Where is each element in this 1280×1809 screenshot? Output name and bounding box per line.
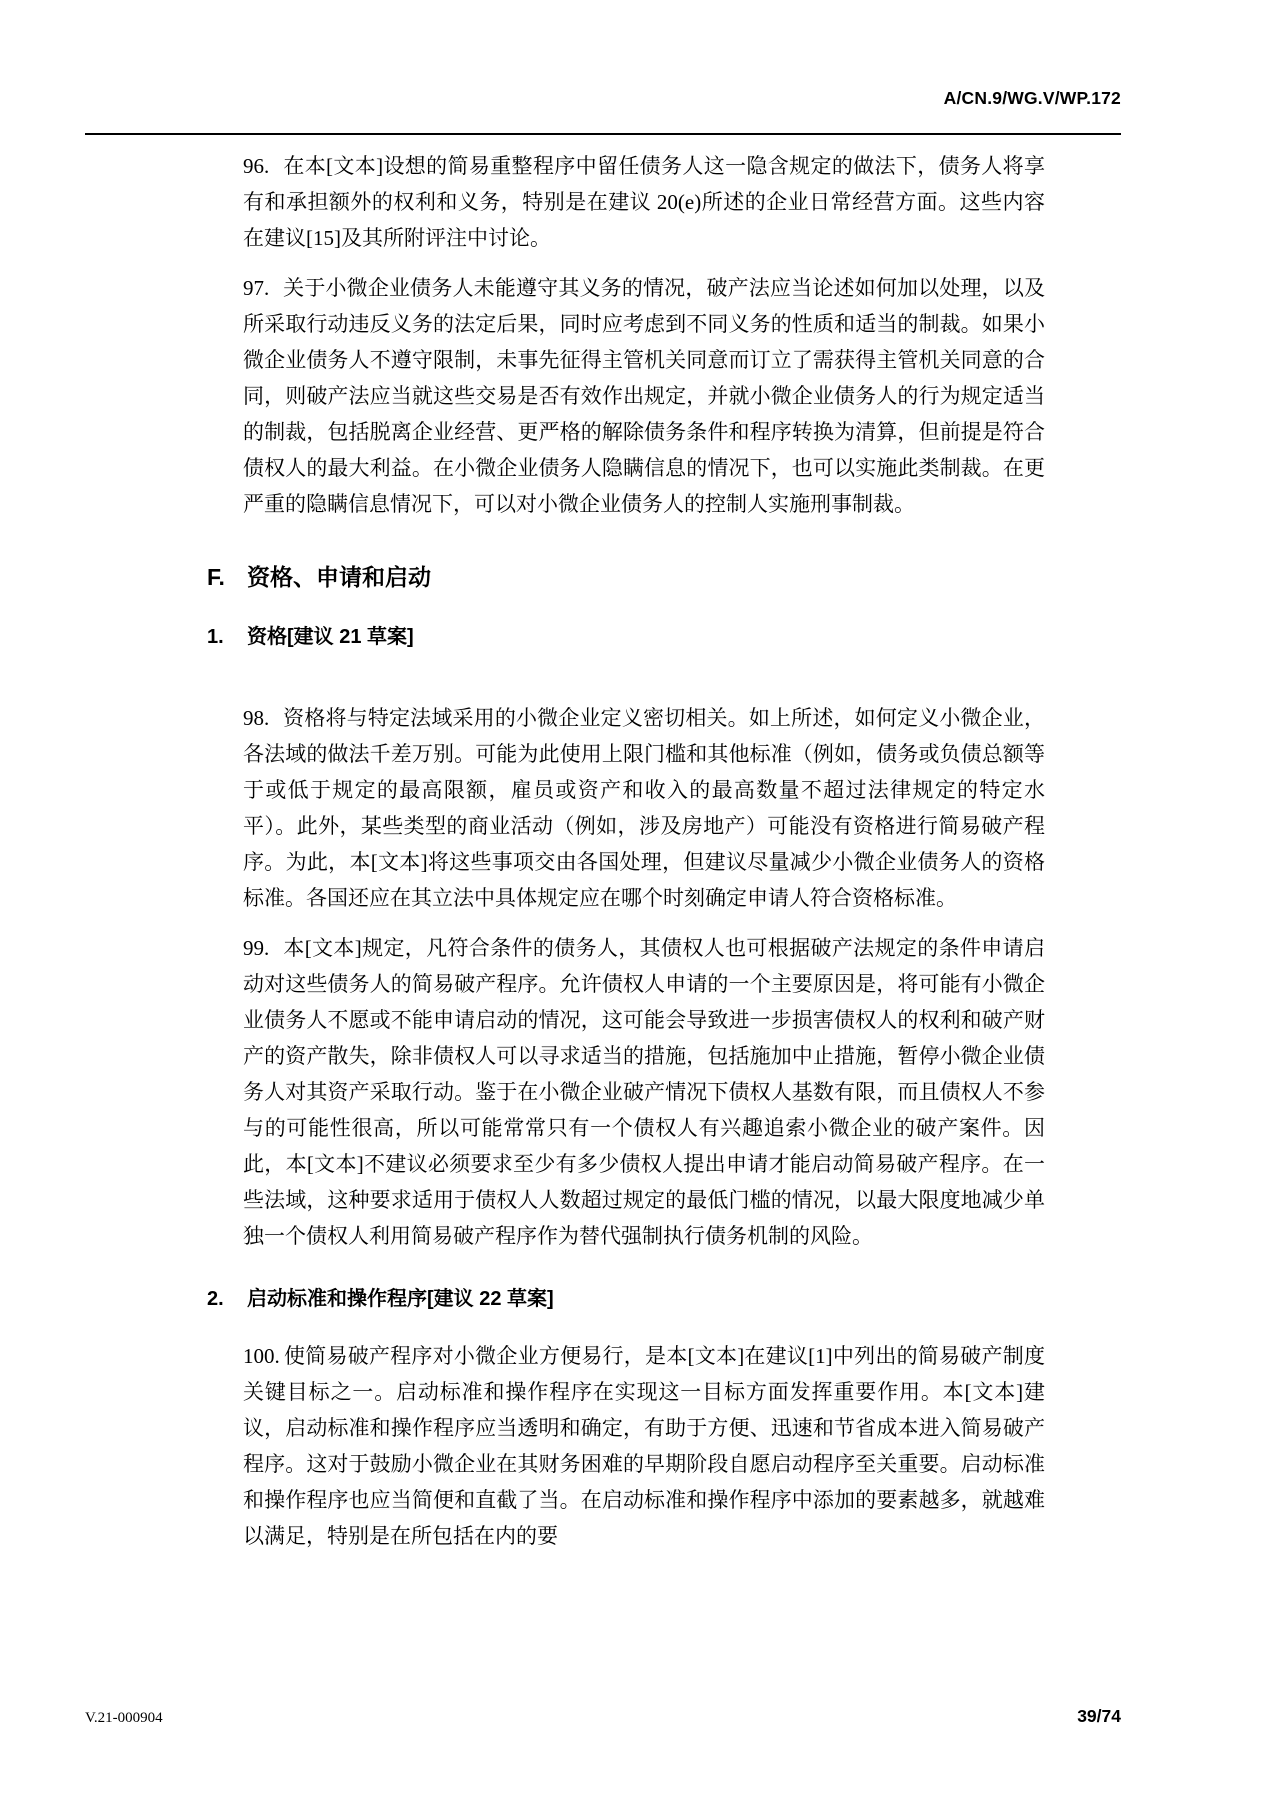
paragraph-98-number: 98. — [243, 706, 270, 730]
sub-heading-1-label: 1. — [207, 626, 224, 648]
paragraph-98-text: 资格将与特定法域采用的小微企业定义密切相关。如上所述，如何定义小微企业，各法域的做法千差万别。可能为此使用上限门槛和其他标准（例如，债务或负债总额等于或低于规定的最高限额，雇员或资产和收入的最高数量不超过法律规定的特定水平）。此外，某些类型的商业活动（例如，涉及房地产）可能没有资格进行简易破产程序。为此，本[文本]将这些事项交由各国处理，但建议尽量减少小微企业债务人的资格标准。各国还应在其立法中具体规定应在哪个时刻确定申请人符合资格标准。 — [243, 706, 1045, 910]
section-heading-f-title: 资格、申请和启动 — [247, 564, 431, 590]
paragraph-96-text: 在本[文本]设想的简易重整程序中留任债务人这一隐含规定的做法下，债务人将享有和承担额外的权利和义务，特别是在建议 20(e)所述的企业日常经营方面。这些内容在建议[15]及其所附评注中讨论。 — [243, 154, 1045, 250]
sub-heading-1 — [207, 624, 1045, 650]
section-heading-f-label: F. — [207, 564, 225, 590]
paragraph-99 — [243, 930, 1045, 1254]
paragraph-96 — [243, 148, 1045, 256]
paragraph-98 — [243, 700, 1045, 916]
sub-heading-2 — [207, 1286, 1045, 1312]
sub-heading-2-label: 2. — [207, 1288, 224, 1310]
sub-heading-2-title: 启动标准和操作程序[建议 22 草案] — [247, 1288, 554, 1310]
paragraph-96-number: 96. — [243, 154, 270, 178]
paragraph-97-text: 关于小微企业债务人未能遵守其义务的情况，破产法应当论述如何加以处理，以及所采取行动违反义务的法定后果，同时应考虑到不同义务的性质和适当的制裁。如果小微企业债务人不遵守限制，未事先征得主管机关同意而订立了需获得主管机关同意的合同，则破产法应当就这些交易是否有效作出规定，并就小微企业债务人的行为规定适当的制裁，包括脱离企业经营、更严格的解除债务条件和程序转换为清算，但前提是符合债权人的最大利益。在小微企业债务人隐瞒信息的情况下，也可以实施此类制裁。在更严重的隐瞒信息情况下，可以对小微企业债务人的控制人实施刑事制裁。 — [243, 276, 1045, 516]
document-body — [207, 148, 1045, 1568]
paragraph-99-number: 99. — [243, 936, 270, 960]
paragraph-97-number: 97. — [243, 276, 270, 300]
footer-job-number: V.21-000904 — [85, 1710, 163, 1726]
paragraph-100-number: 100. — [243, 1344, 280, 1368]
footer-page-number: 39/74 — [1077, 1706, 1121, 1726]
section-heading-f — [207, 562, 1045, 592]
header-rule — [85, 133, 1121, 135]
paragraph-100-text: 使简易破产程序对小微企业方便易行，是本[文本]在建议[1]中列出的简易破产制度关键目标之一。启动标准和操作程序在实现这一目标方面发挥重要作用。本[文本]建议，启动标准和操作程序应当透明和确定，有助于方便、迅速和节省成本进入简易破产程序。这对于鼓励小微企业在其财务困难的早期阶段自愿启动程序至关重要。启动标准和操作程序也应当简便和直截了当。在启动标准和操作程序中添加的要素越多，就越难以满足，特别是在所包括在内的要 — [243, 1344, 1045, 1548]
document-symbol: A/CN.9/WG.V/WP.172 — [943, 88, 1121, 108]
paragraph-99-text: 本[文本]规定，凡符合条件的债务人，其债权人也可根据破产法规定的条件申请启动对这些债务人的简易破产程序。允许债权人申请的一个主要原因是，将可能有小微企业债务人不愿或不能申请启动的情况，这可能会导致进一步损害债权人的权利和破产财产的资产散失，除非债权人可以寻求适当的措施，包括施加中止措施，暂停小微企业债务人对其资产采取行动。鉴于在小微企业破产情况下债权人基数有限，而且债权人不参与的可能性很高，所以可能常常只有一个债权人有兴趣追索小微企业的破产案件。因此，本[文本]不建议必须要求至少有多少债权人提出申请才能启动简易破产程序。在一些法域，这种要求适用于债权人人数超过规定的最低门槛的情况，以最大限度地减少单独一个债权人利用简易破产程序作为替代强制执行债务机制的风险。 — [243, 936, 1045, 1248]
sub-heading-1-title: 资格[建议 21 草案] — [247, 626, 414, 648]
paragraph-97 — [243, 270, 1045, 522]
paragraph-100 — [243, 1338, 1045, 1554]
